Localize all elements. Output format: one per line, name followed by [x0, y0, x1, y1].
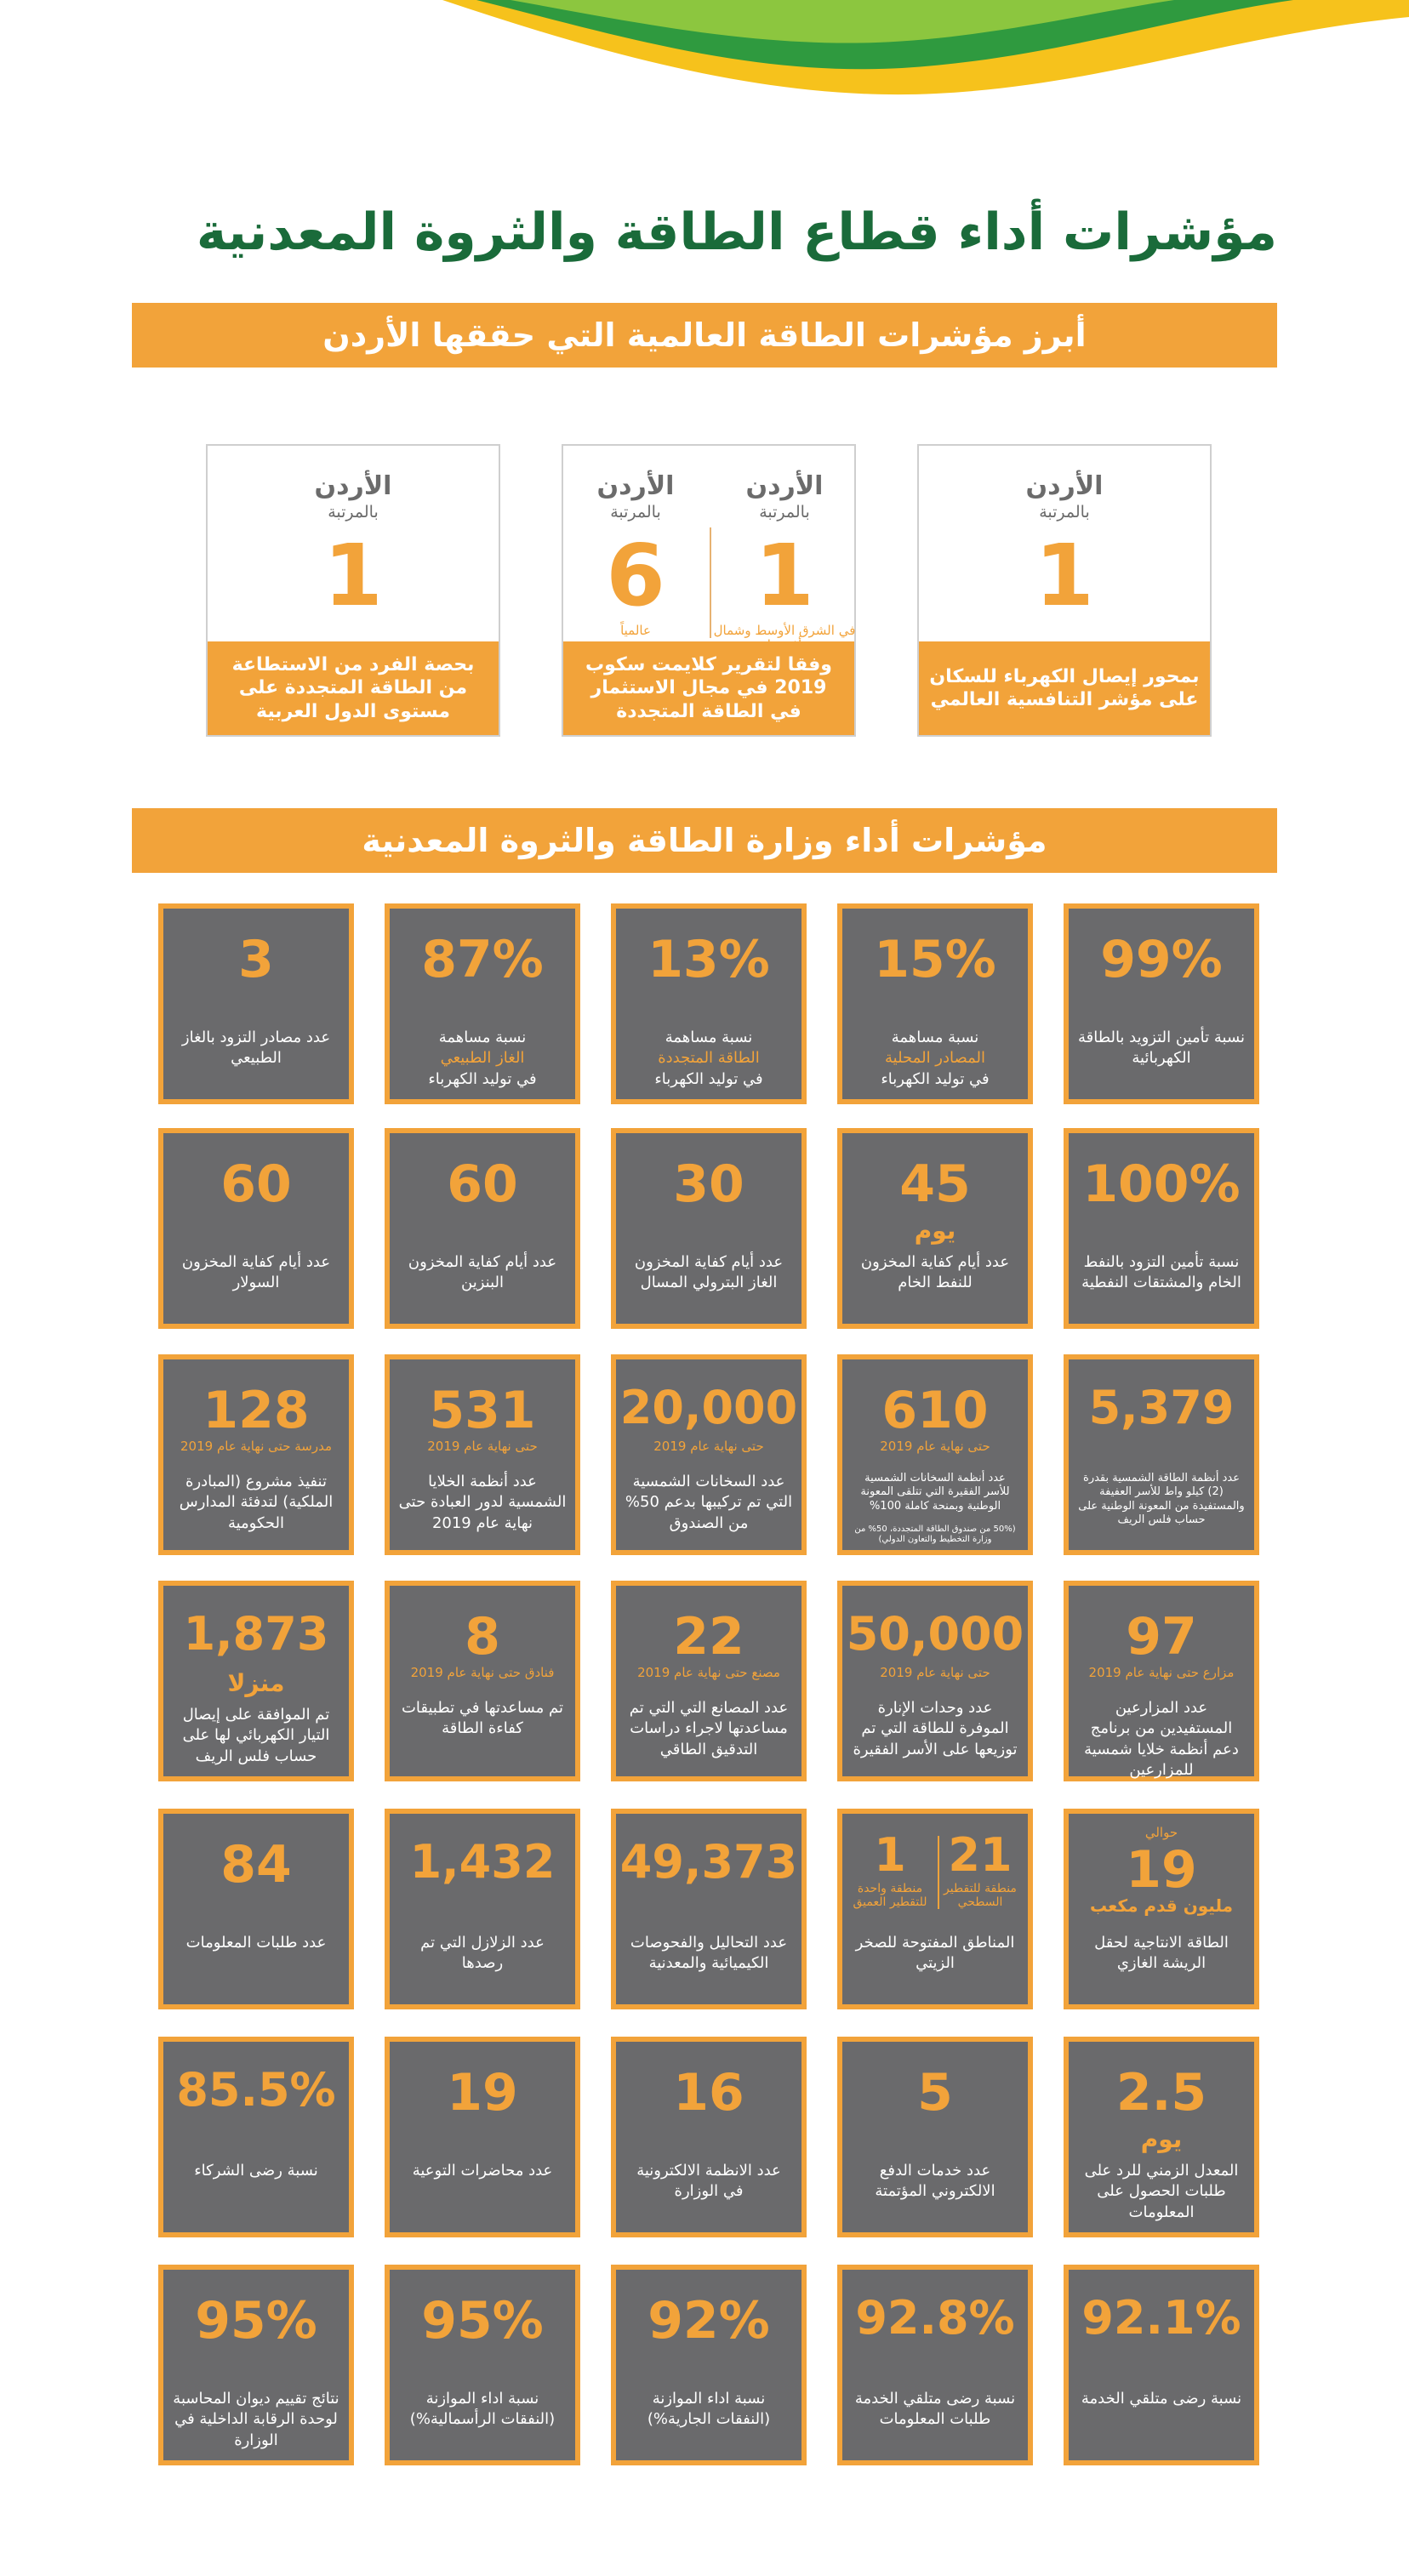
indicator-label: عدد الزلازل التي تم رصدها [420, 1934, 545, 1973]
indicator-unit: يوم [914, 1217, 956, 1245]
indicator-value: 19 [1126, 1840, 1197, 1900]
indicator-value: 1,432 [409, 1835, 556, 1889]
indicator-unit: منزلا [227, 1669, 285, 1697]
rank-caption: بمحور إيصال الكهرباء للسكان على مؤشر التنافسية العالمي [919, 641, 1210, 735]
indicator-value: 3 [238, 930, 274, 989]
indicator-tile [385, 1128, 580, 1329]
indicator-label: عدد محاضرات التوعية [412, 2162, 553, 2180]
indicator-tile [611, 2265, 807, 2465]
indicator-value: 87% [421, 930, 544, 989]
indicator-value: 8 [465, 1607, 500, 1667]
rank-number: 1 [323, 526, 383, 625]
indicator-label: تم مساعدتها في تطبيقات كفاءة الطاقة [401, 1699, 564, 1738]
indicator-label: نسبة تأمين التزويد بالطاقة الكهربائية [1077, 1029, 1246, 1068]
rank-label: بالمرتبة [1039, 503, 1090, 521]
indicator-prefix: حوالي [1144, 1825, 1178, 1840]
indicator-value: 95% [195, 2291, 317, 2351]
indicator-value: 60 [447, 1154, 518, 1214]
rank-card-climatescope [562, 444, 856, 737]
indicator-value: 1,873 [183, 1607, 329, 1661]
rank-number: 1 [755, 526, 814, 625]
section-band-global-indicators: أبرز مؤشرات الطاقة العالمية التي حققها الأردن [132, 303, 1277, 368]
rank-country: الأردن [314, 471, 392, 501]
indicator-value: 45 [899, 1154, 971, 1214]
indicator-tile [158, 1128, 354, 1329]
indicator-tile [1064, 1581, 1259, 1781]
indicator-tile [611, 903, 807, 1104]
indicator-value: 19 [447, 2063, 518, 2123]
indicator-tile [1064, 2265, 1259, 2465]
indicator-value: 92.1% [1081, 2291, 1241, 2345]
indicator-label: نسبة رضى متلقي الخدمة [1081, 2390, 1242, 2408]
indicator-label: عدد المزارعين المستفيدين من برنامج دعم أنظمة خلايا شمسية للمزارعين [1084, 1699, 1239, 1779]
indicator-value: 1 [874, 1828, 906, 1882]
label-line: في توليد الكهرباء [654, 1069, 763, 1088]
indicator-value: 16 [673, 2063, 744, 2123]
indicator-subcaption: حتى نهاية عام 2019 [653, 1439, 764, 1454]
indicator-subcaption: مزارع حتى نهاية عام 2019 [1088, 1665, 1235, 1680]
indicator-value: 30 [673, 1154, 744, 1214]
indicator-label: عدد طلبات المعلومات [185, 1934, 327, 1952]
label-line: في توليد الكهرباء [428, 1069, 537, 1088]
indicator-subcaption: مدرسة حتى نهاية عام 2019 [180, 1439, 332, 1454]
indicator-label: عدد المصانع التي التي تم مساعدتها لاجراء دراسات التدقيق الطاقي [629, 1699, 789, 1758]
indicator-value: 20,000 [619, 1381, 798, 1434]
indicator-caption: منطقة للتقطير السطحي [944, 1882, 1017, 1910]
rank-caption: بحصة الفرد من الاستطاعة من الطاقة المتجددة على مستوى الدول العربية [208, 641, 499, 735]
indicator-label: نسبة اداء الموازنة (النفقات الرأسمالية%) [409, 2390, 556, 2429]
label-highlight: المصادر المحلية [885, 1049, 985, 1068]
indicator-tile [158, 1809, 354, 2009]
indicator-label: عدد أنظمة السخانات الشمسية للأسر الفقيرة التي تتلقى المعونة الوطنية وبمنحة كاملة 100% [860, 1472, 1010, 1513]
indicator-tile [1064, 1809, 1259, 2009]
indicator-label: عدد أنظمة الطاقة الشمسية بقدرة (2) كيلو واط للأسر العفيفة والمستفيدة من المعونة الوطنية على حساب فلس الريف [1078, 1472, 1245, 1526]
split-half [938, 1828, 1023, 1910]
indicator-tile [837, 1354, 1033, 1555]
rank-label: بالمرتبة [759, 503, 810, 521]
indicator-label [398, 1028, 567, 1090]
indicator-label: المعدل الزمني للرد على طلبات الحصول على المعلومات [1084, 2162, 1239, 2221]
rank-note: في الشرق الأوسط وشمال [713, 623, 856, 638]
page-title: مؤشرات أداء قطاع الطاقة والثروة المعدنية [196, 202, 1277, 262]
indicator-tile [158, 903, 354, 1104]
indicator-unit: يوم [1140, 2125, 1183, 2153]
indicator-tile [385, 1581, 580, 1781]
indicator-label [625, 1028, 793, 1090]
label-line: نسبة مساهمة [665, 1029, 753, 1046]
indicator-subcaption: فنادق حتى نهاية عام 2019 [410, 1665, 555, 1680]
indicator-value: 2.5 [1115, 2063, 1207, 2123]
indicator-unit: مليون قدم مكعب [1089, 1895, 1234, 1916]
rank-caption: وفقا لتقرير كلايمت سكوب 2019 في مجال الاستثمار في الطاقة المتجددة [563, 641, 854, 735]
indicator-value: 128 [203, 1381, 310, 1440]
indicator-label: المناطق المفتوحة للصخر الزيتي [855, 1934, 1015, 1973]
indicator-tile [837, 1128, 1033, 1329]
indicator-tile [1064, 2037, 1259, 2237]
indicator-label: عدد أيام كفاية المخزون للنفط الخام [860, 1253, 1010, 1292]
indicator-tile [611, 1809, 807, 2009]
indicator-label [851, 1028, 1019, 1090]
rank-divider [710, 527, 711, 638]
rank-number: 1 [1035, 526, 1094, 625]
indicator-label: عدد وحدات الإنارة الموفرة للطاقة التي تم توزيعها على الأسر الفقيرة [853, 1699, 1018, 1758]
indicator-label: عدد أيام كفاية المخزون الغاز البترولي المسال [634, 1253, 784, 1292]
indicator-tile [837, 1809, 1033, 2009]
indicator-label: الطاقة الانتاجية لحقل الريشة الغازي [1094, 1934, 1229, 1973]
indicator-label: نتائج تقييم ديوان المحاسبة لوحدة الرقابة الداخلية في الوزارة [173, 2390, 339, 2449]
indicator-value: 21 [948, 1828, 1013, 1882]
indicator-tile [611, 1354, 807, 1555]
rank-number: 6 [606, 526, 665, 625]
indicator-tile [1064, 903, 1259, 1104]
indicator-tile [158, 2037, 354, 2237]
indicator-tile [611, 1128, 807, 1329]
indicator-label: عدد السخانات الشمسية التي تم تركيبها بدعم 50% من الصندوق [625, 1473, 793, 1532]
indicator-tile [385, 2037, 580, 2237]
rank-note: عالمياً [620, 623, 651, 638]
indicator-value: 531 [429, 1381, 536, 1440]
indicator-value: 100% [1082, 1154, 1241, 1214]
indicator-tile [1064, 1128, 1259, 1329]
indicator-label: نسبة رضى الشركاء [194, 2162, 318, 2180]
section-band-ministry-indicators: مؤشرات أداء وزارة الطاقة والثروة المعدنية [132, 808, 1277, 873]
indicator-value: 92% [647, 2291, 770, 2351]
indicator-value: 84 [220, 1835, 292, 1895]
indicator-tile [385, 903, 580, 1104]
label-line: في توليد الكهرباء [881, 1069, 990, 1088]
rank-country: الأردن [1025, 471, 1104, 501]
indicator-value: 5,379 [1088, 1381, 1235, 1434]
label-highlight: الطاقة المتجددة [658, 1049, 760, 1068]
indicator-tile [611, 2037, 807, 2237]
indicator-tile [158, 1581, 354, 1781]
indicator-label: عدد أيام كفاية المخزون البنزين [408, 1253, 557, 1292]
indicator-value: 22 [673, 1607, 744, 1667]
label-line: نسبة مساهمة [438, 1029, 527, 1046]
indicator-tile [837, 2037, 1033, 2237]
indicator-value: 50,000 [846, 1607, 1024, 1661]
indicator-tile [385, 1809, 580, 2009]
split-half [847, 1828, 933, 1910]
indicator-label: نسبة رضى متلقي الخدمة طلبات المعلومات [854, 2390, 1016, 2429]
indicator-value: 49,373 [619, 1835, 798, 1889]
indicator-label: عدد خدمات الدفع الالكتروني المؤتمتة [875, 2162, 995, 2201]
indicator-value: 60 [220, 1154, 292, 1214]
indicator-tile [385, 2265, 580, 2465]
indicator-label: نسبة تأمين التزود بالنفط الخام والمشتقات النفطية [1081, 1253, 1241, 1292]
rank-card-renewable-per-capita [206, 444, 500, 737]
indicator-tile [385, 1354, 580, 1555]
indicator-footnote: (50% من صندوق الطاقة المتجددة، 50% من وزارة التخطيط والتعاون الدولي) [854, 1525, 1016, 1544]
indicator-subcaption: حتى نهاية عام 2019 [880, 1439, 990, 1454]
indicator-label: عدد أنظمة الخلايا الشمسية لدور العبادة حتى نهاية عام 2019 [398, 1473, 567, 1532]
indicator-label: نسبة اداء الموازنة (النفقات الجارية%) [647, 2390, 771, 2429]
indicator-value: 92.8% [855, 2291, 1015, 2345]
rank-label: بالمرتبة [610, 503, 661, 521]
indicator-tile [158, 2265, 354, 2465]
indicator-subcaption: مصنع حتى نهاية عام 2019 [637, 1665, 780, 1680]
split-divider [938, 1836, 939, 1909]
rank-label: بالمرتبة [328, 503, 379, 521]
indicator-tile [837, 903, 1033, 1104]
indicator-subcaption: حتى نهاية عام 2019 [427, 1439, 538, 1454]
indicator-tile [837, 1581, 1033, 1781]
indicator-value: 15% [874, 930, 996, 989]
indicator-value: 95% [421, 2291, 544, 2351]
indicator-tile [1064, 1354, 1259, 1555]
indicator-label: عدد مصادر التزود بالغاز الطبيعي [181, 1029, 331, 1068]
indicator-label: عدد التحاليل والفحوصات الكيميائية والمعدنية [630, 1934, 788, 1973]
rank-country: الأردن [596, 471, 675, 501]
label-line: نسبة مساهمة [891, 1029, 979, 1046]
indicator-label: تنفيذ مشروع (المبادرة الملكية) لتدفئة المدارس الحكومية [179, 1473, 334, 1532]
rank-card-electricity-access [917, 444, 1212, 737]
indicator-value: 97 [1126, 1607, 1197, 1667]
indicator-value: 99% [1100, 930, 1223, 989]
label-highlight: الغاز الطبيعي [440, 1049, 525, 1068]
indicator-subcaption: حتى نهاية عام 2019 [880, 1665, 990, 1680]
indicator-value: 85.5% [176, 2063, 336, 2117]
indicator-value: 610 [881, 1381, 989, 1440]
indicator-caption: منطقة واحدة للتقطير العميق [853, 1882, 927, 1910]
indicator-label: عدد أيام كفاية المخزون السولار [181, 1253, 331, 1292]
header-wave-decoration [0, 0, 1409, 136]
indicator-tile [611, 1581, 807, 1781]
indicator-value: 5 [917, 2063, 953, 2123]
rank-country: الأردن [745, 471, 824, 501]
indicator-label: تم الموافقة على إيصال التيار الكهربائي لها على حساب فلس الريف [182, 1706, 330, 1765]
indicator-value: 13% [647, 930, 770, 989]
indicator-tile [158, 1354, 354, 1555]
indicator-label: عدد الانظمة الالكترونية في الوزارة [636, 2162, 781, 2201]
indicator-tile [837, 2265, 1033, 2465]
